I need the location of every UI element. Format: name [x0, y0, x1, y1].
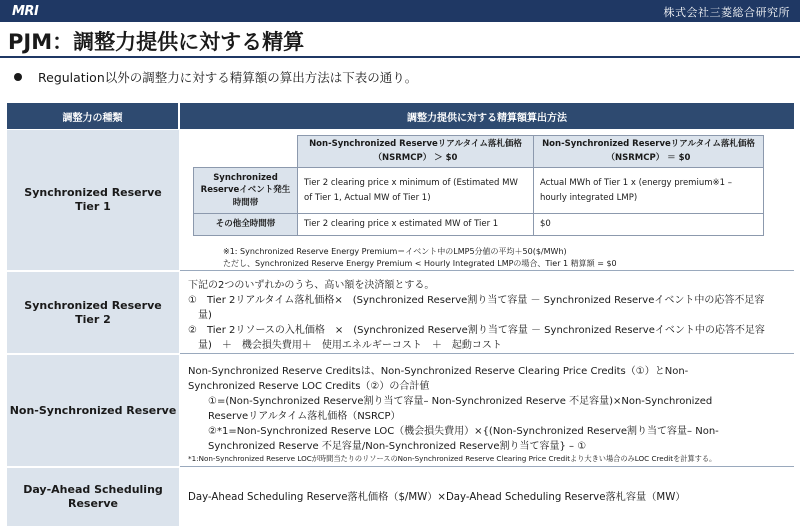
inner-row-label-event: Synchronized Reserveイベント発生 時間帯: [194, 168, 298, 214]
header-settlement-method: 調整力提供に対する精算額算出方法: [180, 103, 794, 129]
row-content-sync-tier2: [180, 272, 794, 354]
inner-header-nsrmcp-positive: Non-Synchronized Reserveリアルタイム落札価格 （NSRMCP） ＞ $0: [298, 136, 534, 168]
non-sync-line-6: Synchronized Reserve 不足容量/Non-Synchronized Reserve割り当て容量} – ①: [208, 441, 587, 452]
inner-cell-event-positive: Tier 2 clearing price x minimum of (Estimated MW of Tier 1, Actual MW of Tier 1): [298, 168, 534, 214]
logo-text: MRI: [12, 3, 39, 19]
row-label-non-sync: Non-Synchronized Reserve: [7, 355, 179, 467]
non-sync-line-2: Synchronized Reserve LOC Credits（②）の合計値: [188, 381, 430, 392]
row-label-sync-tier2: Synchronized Reserve Tier 2: [7, 272, 179, 354]
intro-text: Regulation以外の調整力に対する精算額の算出方法は下表の通り。: [38, 70, 418, 85]
tier2-line-2: ① Tier 2リアルタイム落札価格× (Synchronized Reserve割り当て容量 － Synchronized Reserveイベント中の応答不足容: [188, 295, 765, 306]
settlement-table: [7, 103, 794, 526]
non-sync-line-5: ②*1=Non-Synchronized Reserve LOC（機会損失費用）×{(Non-Synchronized Reserve割り当て容量– Non-: [208, 426, 719, 437]
tier1-notes: [223, 246, 617, 269]
top-bar: [0, 0, 800, 22]
row-label-dasr: Day-Ahead Scheduling Reserve: [7, 468, 179, 526]
title-divider: [0, 56, 800, 58]
non-sync-line-4: Reserveリアルタイム落札価格（NSRCP）: [208, 411, 401, 422]
inner-row-label-other: その他全時間帯: [194, 214, 298, 235]
dasr-text: Day-Ahead Scheduling Reserve落札価格（$/MW）×Day-Ahead Scheduling Reserve落札容量（MW）: [188, 492, 686, 503]
company-name: 株式会社三菱総合研究所: [663, 6, 790, 19]
tier2-text: [188, 278, 765, 353]
non-sync-footnote: *1:Non-Synchronized Reserve LOCが時間当たりのリソースのNon-Synchronized Reserve Clearing Price Creditより大きい場合のみLOC Creditを計算する。: [188, 454, 717, 463]
inner-header-nsrmcp-zero: Non-Synchronized Reserveリアルタイム落札価格 （NSRMCP） ＝ $0: [534, 136, 764, 168]
tier1-note-1: ※1: Synchronized Reserve Energy Premium＝イベント中のLMP5分値の平均＋50($/MWh): [223, 247, 567, 256]
non-sync-line-1: Non-Synchronized Reserve Creditsは、Non-Synchronized Reserve Clearing Price Credits（①）とNon-: [188, 366, 689, 377]
header-reserve-type: 調整力の種類: [7, 103, 179, 129]
inner-cell-event-zero: Actual MWh of Tier 1 x (energy premium※1 – hourly integrated LMP): [534, 168, 764, 214]
tier2-line-5: 量) ＋ 機会損失費用＋ 使用エネルギーコスト ＋ 起動コスト: [198, 340, 502, 351]
non-sync-text: [188, 364, 719, 465]
row-label-sync-tier1: Synchronized Reserve Tier 1: [7, 130, 179, 271]
tier2-line-4: ② Tier 2リソースの入札価格 × (Synchronized Reserve割り当て容量 － Synchronized Reserveイベント中の応答不足容: [188, 325, 765, 336]
inner-cell-other-positive: Tier 2 clearing price x estimated MW of Tier 1: [298, 214, 534, 235]
non-sync-line-3: ①=(Non-Synchronized Reserve割り当て容量– Non-Synchronized Reserve 不足容量)×Non-Synchronized: [208, 396, 713, 407]
row-content-non-sync: [180, 355, 794, 467]
inner-cell-other-zero: $0: [534, 214, 764, 235]
tier2-line-3: 量): [198, 310, 212, 321]
tier1-inner-table: [193, 135, 764, 236]
row-content-sync-tier1: [180, 130, 794, 271]
page-title: PJM：調整力提供に対する精算: [8, 30, 305, 54]
tier2-line-1: 下記の2つのいずれかのうち、高い額を決済額とする。: [188, 280, 435, 291]
tier1-note-2: ただし、Synchronized Reserve Energy Premium < Hourly Integrated LMPの場合、Tier 1 精算額 = $0: [223, 258, 617, 268]
mri-logo: [12, 3, 38, 19]
row-content-dasr: [180, 468, 794, 526]
bullet-icon: [14, 73, 22, 81]
intro-bullet: [14, 68, 417, 86]
